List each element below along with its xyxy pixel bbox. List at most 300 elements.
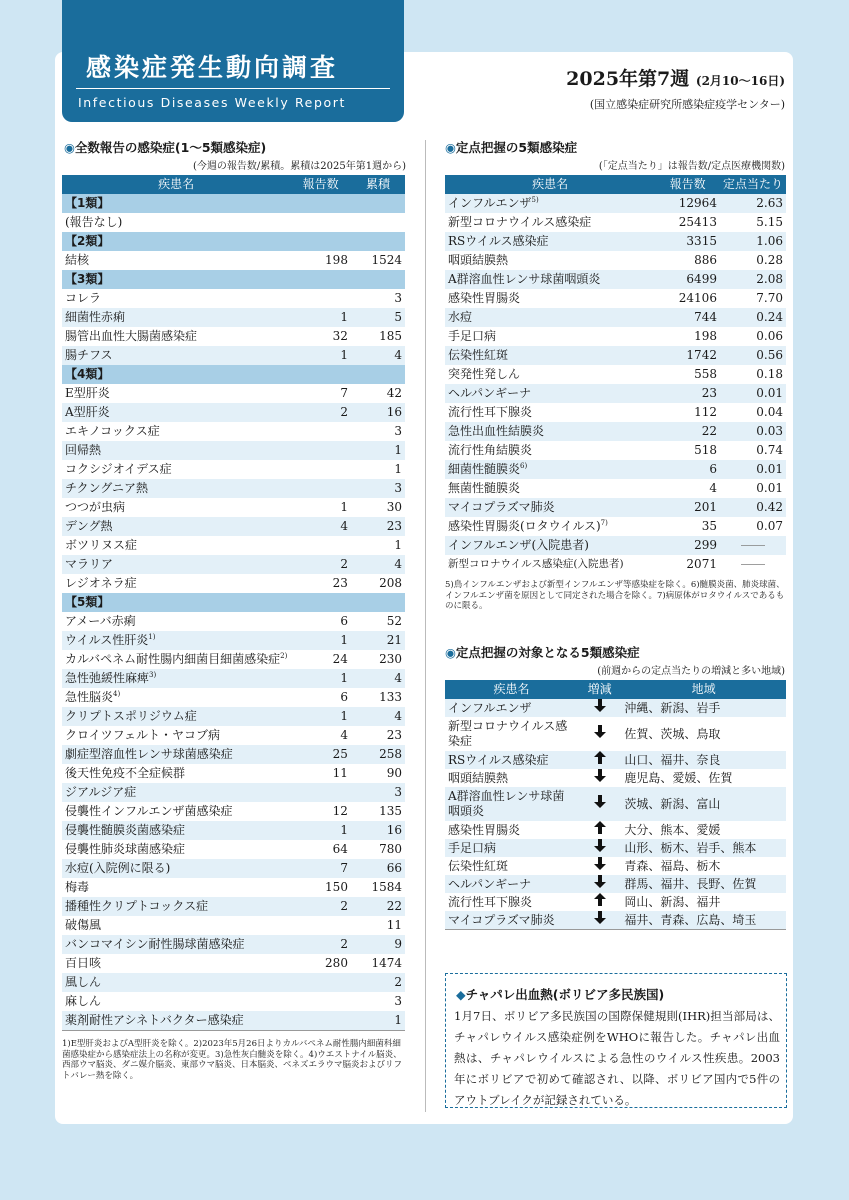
disease-name: [62, 688, 290, 707]
report-count: [655, 308, 720, 327]
table-row: [445, 821, 786, 839]
cumulative-count: [351, 802, 405, 821]
table-row: [62, 859, 405, 878]
cumulative-count-text: 21: [386, 633, 402, 647]
disease-name-text: マラリア: [65, 557, 114, 571]
per-sentinel: [720, 327, 786, 346]
disease-name: [445, 717, 578, 751]
report-count: [290, 555, 351, 574]
area-list: [621, 751, 786, 769]
disease-name: [62, 631, 290, 650]
report-count-text: 112: [694, 405, 717, 419]
report-count: [655, 232, 720, 251]
disease-name-text: 流行性耳下腺炎: [448, 895, 533, 909]
per-sentinel: [720, 498, 786, 517]
disease-name: [445, 365, 655, 384]
report-count: [655, 536, 720, 555]
table-row: [62, 840, 405, 859]
report-count: [655, 251, 720, 270]
report-count: [290, 935, 351, 954]
category-label: [62, 194, 405, 213]
section2-title: [445, 138, 577, 156]
cumulative-count: [351, 460, 405, 479]
cumulative-count: [351, 669, 405, 688]
report-count: [290, 479, 351, 498]
per-sentinel: [720, 346, 786, 365]
disease-name-text: 無菌性髄膜炎: [448, 481, 521, 495]
report-count: [290, 688, 351, 707]
category-row: [62, 365, 405, 384]
report-count: [290, 992, 351, 1011]
cumulative-count: [351, 517, 405, 536]
disease-name-text: 手足口病: [448, 841, 497, 855]
cumulative-count-text: 66: [386, 861, 402, 875]
disease-name: [62, 878, 290, 897]
footnote-ref: 7): [600, 519, 608, 527]
cumulative-count-text: 23: [386, 519, 402, 533]
area-list-text: 大分、熊本、愛媛: [624, 823, 721, 837]
disease-name-text: 侵襲性肺炎球菌感染症: [65, 842, 186, 856]
table-row: [62, 821, 405, 840]
cumulative-count: [351, 251, 405, 270]
per-sentinel: [720, 536, 786, 555]
disease-name-text: A群溶血性レンサ球菌咽頭炎: [448, 789, 565, 818]
cumulative-count: [351, 498, 405, 517]
disease-name: [62, 346, 290, 365]
sentinel-table: [445, 175, 786, 574]
disease-name: [62, 612, 290, 631]
disease-name: [445, 441, 655, 460]
report-count-text: 23: [701, 386, 717, 400]
disease-name: [62, 327, 290, 346]
disease-name-text: 腸管出血性大腸菌感染症: [65, 329, 198, 343]
disease-name-text: ウイルス性肝炎: [65, 633, 149, 647]
area-list: [621, 911, 786, 930]
cumulative-count: [351, 422, 405, 441]
table-row: [62, 935, 405, 954]
cumulative-count-text: 1474: [371, 956, 402, 970]
per-sentinel-text: ――: [740, 557, 765, 571]
cumulative-count: [351, 612, 405, 631]
disease-name-text: 急性脳炎: [65, 690, 114, 704]
full-report-table: [62, 175, 405, 1031]
cumulative-count: [351, 935, 405, 954]
table-row: [62, 460, 405, 479]
cumulative-count: [351, 897, 405, 916]
cumulative-count: [351, 574, 405, 593]
cumulative-count-text: 135: [379, 804, 402, 818]
area-list: [621, 893, 786, 911]
per-sentinel: [720, 403, 786, 422]
per-sentinel: [720, 194, 786, 213]
table-row: [62, 878, 405, 897]
per-sentinel-text: 0.07: [756, 519, 783, 533]
disease-name-text: 破傷風: [65, 918, 102, 932]
section2-title-text: 定点把握の5類感染症: [455, 140, 578, 155]
table-row: [445, 498, 786, 517]
cumulative-count: [351, 783, 405, 802]
cumulative-count: [351, 479, 405, 498]
disease-name: [62, 745, 290, 764]
area-list-text: 沖縄、新潟、岩手: [624, 701, 721, 715]
header-divider: [76, 88, 390, 89]
cumulative-count: [351, 403, 405, 422]
table-row: [62, 327, 405, 346]
report-count-text: 4: [340, 519, 348, 533]
disease-name-text: ジアルジア症: [65, 785, 137, 799]
col-trend: 増減: [578, 680, 621, 699]
disease-name: [445, 536, 655, 555]
disease-name-text: 劇症型溶血性レンサ球菌感染症: [65, 747, 233, 761]
section1-title: [64, 138, 266, 156]
footnote-ref: 6): [520, 462, 528, 470]
cumulative-count-text: 185: [379, 329, 402, 343]
disease-name-text: 侵襲性髄膜炎菌感染症: [65, 823, 186, 837]
cumulative-count-text: 9: [394, 937, 402, 951]
trend-up-icon: [578, 893, 621, 911]
per-sentinel-text: 0.28: [756, 253, 783, 267]
disease-name: [445, 875, 578, 893]
area-list-text: 岡山、新潟、福井: [624, 895, 721, 909]
table-row: [62, 384, 405, 403]
report-count-text: 12964: [678, 196, 717, 210]
col-disease: 疾患名: [62, 175, 290, 194]
table-row: [62, 479, 405, 498]
per-sentinel-text: 0.24: [756, 310, 783, 324]
report-count-text: 32: [332, 329, 348, 343]
disease-name-text: 結核: [65, 253, 90, 267]
per-sentinel: [720, 441, 786, 460]
report-count: [290, 650, 351, 669]
report-count-text: 25: [332, 747, 348, 761]
cumulative-count-text: 2: [394, 975, 402, 989]
disease-name-text: クリプトスポリジウム症: [65, 709, 197, 723]
area-list: [621, 821, 786, 839]
cumulative-count-text: 23: [386, 728, 402, 742]
disease-name-text: 急性弛緩性麻痺: [65, 671, 150, 685]
report-count-text: 7: [340, 861, 348, 875]
disease-name-text: 細菌性赤痢: [65, 310, 126, 324]
table-row: [445, 839, 786, 857]
cumulative-count: [351, 650, 405, 669]
cumulative-count: [351, 536, 405, 555]
section3-subtitle: (前週からの定点当たりの増減と多い地域): [597, 666, 785, 677]
report-count: [290, 1011, 351, 1031]
cumulative-count: [351, 954, 405, 973]
disease-name-text: インフルエンザ(入院患者): [448, 538, 589, 552]
table-row: [445, 857, 786, 875]
disease-name-text: 手足口病: [448, 329, 497, 343]
report-count: [290, 726, 351, 745]
report-count-text: 201: [694, 500, 717, 514]
report-count-text: 1: [340, 671, 348, 685]
cumulative-count: [351, 631, 405, 650]
per-sentinel: [720, 422, 786, 441]
disease-name: [62, 669, 290, 688]
cumulative-count: [351, 992, 405, 1011]
report-count-text: 1: [340, 709, 348, 723]
report-count-text: 2: [340, 899, 348, 913]
cumulative-count-text: 4: [394, 557, 402, 571]
per-sentinel-text: 5.15: [756, 215, 783, 229]
per-sentinel-text: 0.06: [756, 329, 783, 343]
diamond-icon: ◆: [456, 987, 466, 1002]
disease-name: [445, 194, 655, 213]
col-per-sentinel: 定点当たり: [720, 175, 786, 194]
disease-name-text: インフルエンザ: [448, 701, 532, 715]
table-row: [445, 717, 786, 751]
col-disease: 疾患名: [445, 680, 578, 699]
cumulative-count-text: 230: [379, 652, 402, 666]
report-count: [290, 745, 351, 764]
report-count-text: 22: [701, 424, 717, 438]
per-sentinel: [720, 270, 786, 289]
table-row: [62, 954, 405, 973]
report-count: [290, 498, 351, 517]
cumulative-count: [351, 384, 405, 403]
report-count-text: 23: [332, 576, 348, 590]
area-list-text: 佐賀、茨城、鳥取: [624, 727, 721, 741]
disease-name-text: 水痘(入院例に限る): [65, 861, 171, 875]
cumulative-count: [351, 840, 405, 859]
footnote-ref: 3): [149, 671, 157, 679]
table-row: [62, 498, 405, 517]
trend-down-icon: [578, 857, 621, 875]
table-row: [445, 270, 786, 289]
bullet-icon: ◉: [445, 140, 456, 155]
cumulative-count: [351, 1011, 405, 1031]
disease-name: [62, 992, 290, 1011]
report-count: [655, 365, 720, 384]
report-count: [290, 308, 351, 327]
report-count-text: 24106: [678, 291, 717, 305]
table-row: [445, 251, 786, 270]
cumulative-count-text: 16: [386, 405, 402, 419]
cumulative-count-text: 780: [379, 842, 402, 856]
table-row: [445, 403, 786, 422]
area-list: [621, 839, 786, 857]
table-row: [62, 251, 405, 270]
disease-name: [445, 893, 578, 911]
disease-name-text: デング熱: [65, 519, 113, 533]
report-count-text: 6499: [686, 272, 717, 286]
disease-name: [445, 460, 655, 479]
table-row: [445, 422, 786, 441]
disease-name: [62, 574, 290, 593]
cumulative-count-text: 30: [386, 500, 402, 514]
per-sentinel-text: ――: [740, 538, 765, 552]
per-sentinel-text: 0.42: [756, 500, 783, 514]
table-row: [62, 707, 405, 726]
table-row: [62, 916, 405, 935]
week-number: 2025年第7週: [566, 68, 690, 90]
table-row: [62, 802, 405, 821]
report-count: [655, 517, 720, 536]
trend-down-icon: [578, 839, 621, 857]
area-list: [621, 717, 786, 751]
report-count-text: 2: [340, 405, 348, 419]
report-count: [290, 403, 351, 422]
table-row: [445, 194, 786, 213]
disease-name-text: A群溶血性レンサ球菌咽頭炎: [448, 272, 601, 286]
table-row: [445, 699, 786, 717]
report-count-text: 4: [709, 481, 717, 495]
report-count: [655, 498, 720, 517]
area-list-text: 福井、青森、広島、埼玉: [624, 913, 757, 927]
cumulative-count-text: 133: [379, 690, 402, 704]
table-row: [445, 536, 786, 555]
report-count-text: 558: [694, 367, 717, 381]
trend-table: [445, 680, 786, 930]
disease-name: [62, 517, 290, 536]
cumulative-count-text: 1524: [371, 253, 402, 267]
disease-name-text: 風しん: [65, 975, 102, 989]
bullet-icon: ◉: [445, 645, 456, 660]
table-row: [62, 992, 405, 1011]
disease-name: [62, 802, 290, 821]
disease-name-text: 回帰熱: [65, 443, 102, 457]
disease-name: [62, 726, 290, 745]
report-count-text: 1: [340, 500, 348, 514]
table-row: [445, 751, 786, 769]
report-count-text: 280: [325, 956, 348, 970]
disease-name-text: インフルエンザ: [448, 196, 532, 210]
per-sentinel: [720, 517, 786, 536]
report-count-text: 6: [340, 690, 348, 704]
disease-name-text: A型肝炎: [65, 405, 110, 419]
report-count-text: 2071: [686, 557, 717, 571]
cumulative-count: [351, 688, 405, 707]
cumulative-count-text: 258: [379, 747, 402, 761]
cumulative-count-text: 90: [386, 766, 402, 780]
table-row: [62, 669, 405, 688]
table-row: [62, 536, 405, 555]
report-count: [290, 859, 351, 878]
footnote-ref: 2): [280, 652, 288, 660]
report-count: [290, 574, 351, 593]
disease-name: [445, 517, 655, 536]
cumulative-count-text: 4: [394, 671, 402, 685]
disease-name: [62, 821, 290, 840]
report-count: [290, 213, 351, 232]
trend-down-icon: [578, 875, 621, 893]
report-count: [290, 707, 351, 726]
disease-name: [62, 536, 290, 555]
table-row: [445, 365, 786, 384]
per-sentinel: [720, 289, 786, 308]
per-sentinel: [720, 251, 786, 270]
bullet-icon: ◉: [64, 140, 75, 155]
disease-name: [62, 251, 290, 270]
table-row: [62, 555, 405, 574]
table-row: [62, 631, 405, 650]
table-row: [62, 726, 405, 745]
report-count-text: 1: [340, 823, 348, 837]
report-count: [290, 783, 351, 802]
cumulative-count: [351, 764, 405, 783]
col-count: 報告数: [290, 175, 351, 194]
area-list: [621, 769, 786, 787]
report-count-text: 1: [340, 633, 348, 647]
table-row: [62, 688, 405, 707]
disease-name-text: コクシジオイデス症: [65, 462, 172, 476]
report-count: [290, 251, 351, 270]
cumulative-count: [351, 327, 405, 346]
section2-subtitle: (「定点当たり」は報告数/定点医療機関数): [598, 161, 785, 172]
disease-name-text: 伝染性紅斑: [448, 348, 509, 362]
cumulative-count-text: 1: [394, 462, 402, 476]
disease-name-text: ヘルパンギーナ: [448, 386, 532, 400]
disease-name-text: レジオネラ症: [65, 576, 137, 590]
disease-name-text: カルバペネム耐性腸内細菌目細菌感染症: [65, 652, 281, 666]
cumulative-count: [351, 346, 405, 365]
report-count-text: 35: [701, 519, 717, 533]
report-count-text: 4: [340, 728, 348, 742]
disease-name: [62, 403, 290, 422]
report-count: [290, 289, 351, 308]
category-label-text: 【1類】: [65, 196, 110, 210]
area-list-text: 山口、福井、奈良: [624, 753, 721, 767]
report-count: [290, 669, 351, 688]
table-row: [62, 403, 405, 422]
disease-name: [445, 327, 655, 346]
trend-up-icon: [578, 751, 621, 769]
table-row: [445, 441, 786, 460]
disease-name-text: コレラ: [65, 291, 102, 305]
report-count: [290, 612, 351, 631]
disease-name-text: 麻しん: [65, 994, 102, 1008]
table-row: [62, 422, 405, 441]
cumulative-count-text: 5: [394, 310, 402, 324]
disease-name: [445, 911, 578, 930]
report-count: [290, 422, 351, 441]
disease-name: [62, 555, 290, 574]
disease-name: [445, 857, 578, 875]
disease-name-text: 流行性角結膜炎: [448, 443, 533, 457]
section1-note: 1)E型肝炎およびA型肝炎を除く。2)2023年5月26日よりカルバペネム耐性腸内細菌科細菌感染症から感染症法上の名称が変更。3)急性灰白髄炎を除く。4)ウエストナイル脳炎、西部ウマ脳炎、ダニ媒介脳炎、東部ウマ脳炎、日本脳炎、ベネズエラウマ脳炎およびリフトバレー熱を除く。: [62, 1039, 403, 1081]
report-count-text: 3315: [686, 234, 717, 248]
per-sentinel-text: 0.01: [756, 386, 783, 400]
report-title: 感染症発生動向調査: [86, 53, 339, 82]
disease-name-text: 薬剤耐性アシネトバクター感染症: [65, 1013, 244, 1027]
table-row: [62, 1011, 405, 1031]
per-sentinel: [720, 365, 786, 384]
table-row: [62, 517, 405, 536]
disease-name: [62, 916, 290, 935]
category-label-text: 【4類】: [65, 367, 110, 381]
section3-title-text: 定点把握の対象となる5類感染症: [455, 645, 640, 660]
disease-name: [445, 289, 655, 308]
disease-name-text: 咽頭結膜熱: [448, 253, 509, 267]
col-area: 地域: [621, 680, 786, 699]
report-count: [290, 954, 351, 973]
per-sentinel-text: 7.70: [756, 291, 783, 305]
date-range: (2月10～16日): [695, 74, 785, 88]
disease-name-text: バンコマイシン耐性腸球菌感染症: [65, 937, 245, 951]
cumulative-count-text: 1584: [371, 880, 402, 894]
report-count: [290, 327, 351, 346]
area-list: [621, 787, 786, 821]
report-count: [655, 422, 720, 441]
disease-name: [62, 289, 290, 308]
table-row: [62, 346, 405, 365]
disease-name: [445, 498, 655, 517]
disease-name: [62, 441, 290, 460]
area-list-text: 茨城、新潟、富山: [624, 797, 721, 811]
report-count: [655, 327, 720, 346]
table-row: [445, 384, 786, 403]
cumulative-count-text: 1: [394, 538, 402, 552]
